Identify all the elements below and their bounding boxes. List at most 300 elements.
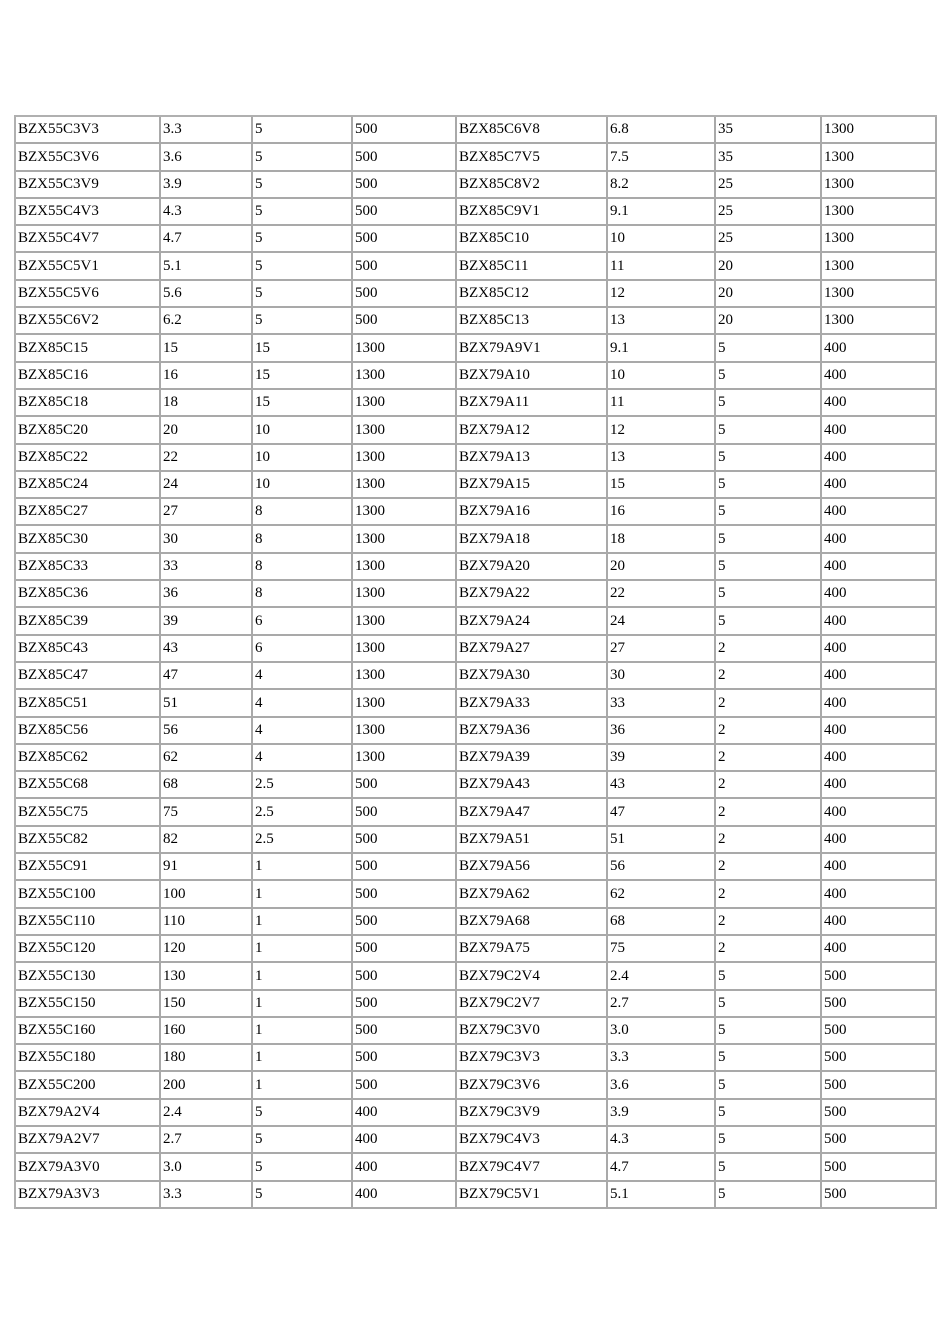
part-number-cell: BZX79A10 [457,363,608,390]
power-cell: 500 [353,117,457,144]
voltage-cell: 68 [608,909,716,936]
current-cell: 5 [716,363,822,390]
voltage-cell: 10 [608,363,716,390]
current-cell: 15 [253,390,353,417]
table-row [16,363,937,390]
power-cell: 400 [822,690,937,717]
power-cell: 1300 [353,417,457,444]
voltage-cell: 51 [608,827,716,854]
part-number-cell: BZX79C4V3 [457,1127,608,1154]
table-row [16,335,937,362]
power-cell: 400 [822,718,937,745]
part-number-cell: BZX55C160 [16,1018,161,1045]
part-number-cell: BZX55C68 [16,772,161,799]
voltage-cell: 22 [161,445,253,472]
table-row [16,554,937,581]
part-number-cell: BZX79A62 [457,881,608,908]
current-cell: 1 [253,1045,353,1072]
table-row [16,581,937,608]
current-cell: 20 [716,253,822,280]
power-cell: 1300 [822,199,937,226]
voltage-cell: 3.0 [608,1018,716,1045]
table-row [16,172,937,199]
part-number-cell: BZX55C200 [16,1072,161,1099]
current-cell: 2.5 [253,799,353,826]
power-cell: 500 [353,281,457,308]
power-cell: 400 [353,1127,457,1154]
current-cell: 5 [716,1100,822,1127]
current-cell: 5 [716,472,822,499]
part-number-cell: BZX85C18 [16,390,161,417]
power-cell: 400 [822,445,937,472]
voltage-cell: 36 [608,718,716,745]
current-cell: 5 [716,1182,822,1209]
table-row [16,199,937,226]
voltage-cell: 3.6 [608,1072,716,1099]
part-number-cell: BZX85C15 [16,335,161,362]
power-cell: 400 [822,881,937,908]
part-number-cell: BZX85C39 [16,608,161,635]
current-cell: 5 [253,1154,353,1181]
power-cell: 400 [822,827,937,854]
part-number-cell: BZX85C33 [16,554,161,581]
power-cell: 1300 [353,390,457,417]
power-cell: 500 [822,1100,937,1127]
voltage-cell: 5.6 [161,281,253,308]
current-cell: 5 [253,1100,353,1127]
current-cell: 4 [253,690,353,717]
table-row [16,417,937,444]
voltage-cell: 110 [161,909,253,936]
current-cell: 10 [253,417,353,444]
voltage-cell: 3.9 [161,172,253,199]
current-cell: 8 [253,499,353,526]
voltage-cell: 27 [161,499,253,526]
power-cell: 1300 [822,226,937,253]
current-cell: 5 [253,144,353,171]
current-cell: 8 [253,554,353,581]
current-cell: 2 [716,745,822,772]
part-number-cell: BZX79C2V4 [457,963,608,990]
power-cell: 500 [822,1182,937,1209]
current-cell: 2 [716,772,822,799]
power-cell: 400 [353,1182,457,1209]
current-cell: 2 [716,936,822,963]
voltage-cell: 20 [608,554,716,581]
part-number-cell: BZX79A30 [457,663,608,690]
current-cell: 4 [253,745,353,772]
part-number-cell: BZX85C43 [16,636,161,663]
part-number-cell: BZX55C100 [16,881,161,908]
voltage-cell: 7.5 [608,144,716,171]
current-cell: 5 [716,417,822,444]
part-number-cell: BZX85C30 [16,526,161,553]
power-cell: 400 [822,608,937,635]
part-number-cell: BZX85C20 [16,417,161,444]
current-cell: 6 [253,636,353,663]
power-cell: 400 [822,499,937,526]
part-number-cell: BZX79C3V0 [457,1018,608,1045]
part-number-cell: BZX55C120 [16,936,161,963]
voltage-cell: 3.9 [608,1100,716,1127]
table-row [16,1154,937,1181]
voltage-cell: 51 [161,690,253,717]
part-number-cell: BZX79A27 [457,636,608,663]
voltage-cell: 39 [161,608,253,635]
power-cell: 500 [353,308,457,335]
table-row [16,526,937,553]
current-cell: 5 [716,608,822,635]
current-cell: 5 [716,1072,822,1099]
voltage-cell: 75 [608,936,716,963]
table-row [16,745,937,772]
part-number-cell: BZX85C16 [16,363,161,390]
current-cell: 2 [716,718,822,745]
voltage-cell: 18 [608,526,716,553]
power-cell: 1300 [353,445,457,472]
current-cell: 1 [253,936,353,963]
part-number-cell: BZX79A12 [457,417,608,444]
part-number-cell: BZX79A15 [457,472,608,499]
current-cell: 35 [716,117,822,144]
table-row [16,718,937,745]
current-cell: 10 [253,445,353,472]
current-cell: 5 [716,1045,822,1072]
power-cell: 500 [353,253,457,280]
power-cell: 400 [822,936,937,963]
current-cell: 4 [253,718,353,745]
part-number-cell: BZX79A22 [457,581,608,608]
power-cell: 1300 [353,690,457,717]
voltage-cell: 8.2 [608,172,716,199]
voltage-cell: 16 [161,363,253,390]
current-cell: 5 [253,308,353,335]
voltage-cell: 4.3 [608,1127,716,1154]
power-cell: 500 [353,854,457,881]
power-cell: 400 [822,363,937,390]
power-cell: 1300 [353,608,457,635]
power-cell: 500 [822,1127,937,1154]
table-row [16,799,937,826]
part-number-cell: BZX79A13 [457,445,608,472]
part-number-cell: BZX79A9V1 [457,335,608,362]
power-cell: 500 [353,936,457,963]
voltage-cell: 75 [161,799,253,826]
voltage-cell: 13 [608,445,716,472]
current-cell: 1 [253,881,353,908]
current-cell: 5 [716,1127,822,1154]
part-number-cell: BZX85C51 [16,690,161,717]
part-number-cell: BZX79A2V7 [16,1127,161,1154]
part-number-cell: BZX85C7V5 [457,144,608,171]
part-number-cell: BZX79A47 [457,799,608,826]
voltage-cell: 91 [161,854,253,881]
table-row [16,1182,937,1209]
power-cell: 400 [822,526,937,553]
table-row [16,253,937,280]
part-number-cell: BZX85C11 [457,253,608,280]
power-cell: 1300 [353,663,457,690]
table-row [16,663,937,690]
power-cell: 400 [822,772,937,799]
power-cell: 500 [353,963,457,990]
table-row [16,690,937,717]
voltage-cell: 13 [608,308,716,335]
power-cell: 400 [822,636,937,663]
voltage-cell: 3.3 [608,1045,716,1072]
part-number-cell: BZX55C4V7 [16,226,161,253]
power-cell: 500 [353,909,457,936]
part-number-cell: BZX55C130 [16,963,161,990]
part-number-cell: BZX79A33 [457,690,608,717]
part-number-cell: BZX85C10 [457,226,608,253]
voltage-cell: 62 [608,881,716,908]
voltage-cell: 22 [608,581,716,608]
voltage-cell: 24 [608,608,716,635]
power-cell: 1300 [353,363,457,390]
power-cell: 1300 [822,144,937,171]
power-cell: 1300 [822,253,937,280]
voltage-cell: 3.3 [161,1182,253,1209]
part-number-cell: BZX85C9V1 [457,199,608,226]
part-number-cell: BZX55C3V3 [16,117,161,144]
current-cell: 5 [716,581,822,608]
table-row [16,1072,937,1099]
voltage-cell: 2.4 [608,963,716,990]
part-number-cell: BZX55C150 [16,991,161,1018]
voltage-cell: 43 [161,636,253,663]
current-cell: 15 [253,363,353,390]
table-row [16,117,937,144]
power-cell: 1300 [353,636,457,663]
part-number-cell: BZX79A51 [457,827,608,854]
voltage-cell: 200 [161,1072,253,1099]
power-cell: 1300 [353,745,457,772]
voltage-cell: 33 [608,690,716,717]
part-number-cell: BZX79A18 [457,526,608,553]
current-cell: 8 [253,581,353,608]
current-cell: 5 [716,499,822,526]
voltage-cell: 47 [161,663,253,690]
table-row [16,1045,937,1072]
voltage-cell: 4.3 [161,199,253,226]
table-row [16,881,937,908]
voltage-cell: 15 [161,335,253,362]
zener-diode-table [14,115,937,1209]
part-number-cell: BZX79A11 [457,390,608,417]
voltage-cell: 180 [161,1045,253,1072]
part-number-cell: BZX79A16 [457,499,608,526]
current-cell: 5 [716,554,822,581]
voltage-cell: 12 [608,417,716,444]
voltage-cell: 5.1 [608,1182,716,1209]
power-cell: 400 [822,909,937,936]
part-number-cell: BZX55C4V3 [16,199,161,226]
power-cell: 500 [353,881,457,908]
current-cell: 20 [716,308,822,335]
part-number-cell: BZX79C4V7 [457,1154,608,1181]
voltage-cell: 130 [161,963,253,990]
voltage-cell: 5.1 [161,253,253,280]
current-cell: 6 [253,608,353,635]
current-cell: 2 [716,636,822,663]
current-cell: 20 [716,281,822,308]
current-cell: 2 [716,909,822,936]
voltage-cell: 56 [161,718,253,745]
voltage-cell: 11 [608,253,716,280]
table-row [16,308,937,335]
current-cell: 1 [253,991,353,1018]
voltage-cell: 4.7 [608,1154,716,1181]
table-row [16,499,937,526]
current-cell: 1 [253,963,353,990]
voltage-cell: 20 [161,417,253,444]
power-cell: 500 [353,772,457,799]
part-number-cell: BZX79C2V7 [457,991,608,1018]
voltage-cell: 120 [161,936,253,963]
power-cell: 400 [353,1154,457,1181]
voltage-cell: 2.4 [161,1100,253,1127]
voltage-cell: 150 [161,991,253,1018]
part-number-cell: BZX79A20 [457,554,608,581]
table-row [16,281,937,308]
part-number-cell: BZX79A36 [457,718,608,745]
part-number-cell: BZX79C5V1 [457,1182,608,1209]
part-number-cell: BZX85C27 [16,499,161,526]
voltage-cell: 2.7 [608,991,716,1018]
power-cell: 500 [822,991,937,1018]
power-cell: 1300 [353,499,457,526]
table-row [16,963,937,990]
voltage-cell: 3.3 [161,117,253,144]
current-cell: 5 [716,445,822,472]
table-row [16,936,937,963]
current-cell: 1 [253,909,353,936]
power-cell: 400 [822,390,937,417]
power-cell: 500 [353,827,457,854]
voltage-cell: 82 [161,827,253,854]
part-number-cell: BZX79A39 [457,745,608,772]
power-cell: 400 [822,663,937,690]
table-row [16,909,937,936]
current-cell: 5 [716,526,822,553]
table-row [16,1127,937,1154]
current-cell: 10 [253,472,353,499]
power-cell: 1300 [822,281,937,308]
current-cell: 5 [716,390,822,417]
voltage-cell: 24 [161,472,253,499]
part-number-cell: BZX55C82 [16,827,161,854]
table-row [16,636,937,663]
current-cell: 5 [253,199,353,226]
power-cell: 500 [353,1018,457,1045]
table-row [16,1018,937,1045]
current-cell: 1 [253,1018,353,1045]
current-cell: 25 [716,172,822,199]
voltage-cell: 100 [161,881,253,908]
part-number-cell: BZX55C91 [16,854,161,881]
current-cell: 5 [253,253,353,280]
part-number-cell: BZX85C47 [16,663,161,690]
current-cell: 5 [716,991,822,1018]
current-cell: 5 [253,226,353,253]
part-number-cell: BZX79A56 [457,854,608,881]
power-cell: 500 [353,991,457,1018]
power-cell: 500 [353,1072,457,1099]
part-number-cell: BZX85C36 [16,581,161,608]
power-cell: 1300 [353,581,457,608]
power-cell: 400 [822,472,937,499]
voltage-cell: 10 [608,226,716,253]
voltage-cell: 27 [608,636,716,663]
power-cell: 500 [353,144,457,171]
power-cell: 500 [822,1018,937,1045]
current-cell: 4 [253,663,353,690]
voltage-cell: 9.1 [608,335,716,362]
table-row [16,772,937,799]
part-number-cell: BZX55C180 [16,1045,161,1072]
power-cell: 400 [822,335,937,362]
current-cell: 5 [716,963,822,990]
table-row [16,390,937,417]
voltage-cell: 3.6 [161,144,253,171]
voltage-cell: 56 [608,854,716,881]
current-cell: 2 [716,881,822,908]
power-cell: 500 [353,199,457,226]
voltage-cell: 18 [161,390,253,417]
current-cell: 5 [253,1182,353,1209]
voltage-cell: 33 [161,554,253,581]
voltage-cell: 3.0 [161,1154,253,1181]
table-row [16,827,937,854]
current-cell: 2.5 [253,827,353,854]
power-cell: 500 [822,1045,937,1072]
table-row [16,854,937,881]
voltage-cell: 43 [608,772,716,799]
power-cell: 1300 [353,526,457,553]
power-cell: 400 [822,854,937,881]
current-cell: 25 [716,226,822,253]
current-cell: 2 [716,799,822,826]
current-cell: 8 [253,526,353,553]
current-cell: 25 [716,199,822,226]
voltage-cell: 15 [608,472,716,499]
part-number-cell: BZX55C110 [16,909,161,936]
part-number-cell: BZX55C75 [16,799,161,826]
current-cell: 5 [253,281,353,308]
table-row [16,445,937,472]
current-cell: 1 [253,854,353,881]
power-cell: 500 [353,226,457,253]
voltage-cell: 36 [161,581,253,608]
power-cell: 1300 [822,117,937,144]
part-number-cell: BZX55C3V6 [16,144,161,171]
current-cell: 5 [253,1127,353,1154]
part-number-cell: BZX85C22 [16,445,161,472]
current-cell: 2 [716,827,822,854]
part-number-cell: BZX55C3V9 [16,172,161,199]
table-row [16,1100,937,1127]
part-number-cell: BZX79C3V6 [457,1072,608,1099]
current-cell: 5 [253,172,353,199]
current-cell: 15 [253,335,353,362]
current-cell: 2.5 [253,772,353,799]
power-cell: 500 [822,1072,937,1099]
part-number-cell: BZX79C3V3 [457,1045,608,1072]
voltage-cell: 4.7 [161,226,253,253]
power-cell: 500 [353,799,457,826]
part-number-cell: BZX79A68 [457,909,608,936]
